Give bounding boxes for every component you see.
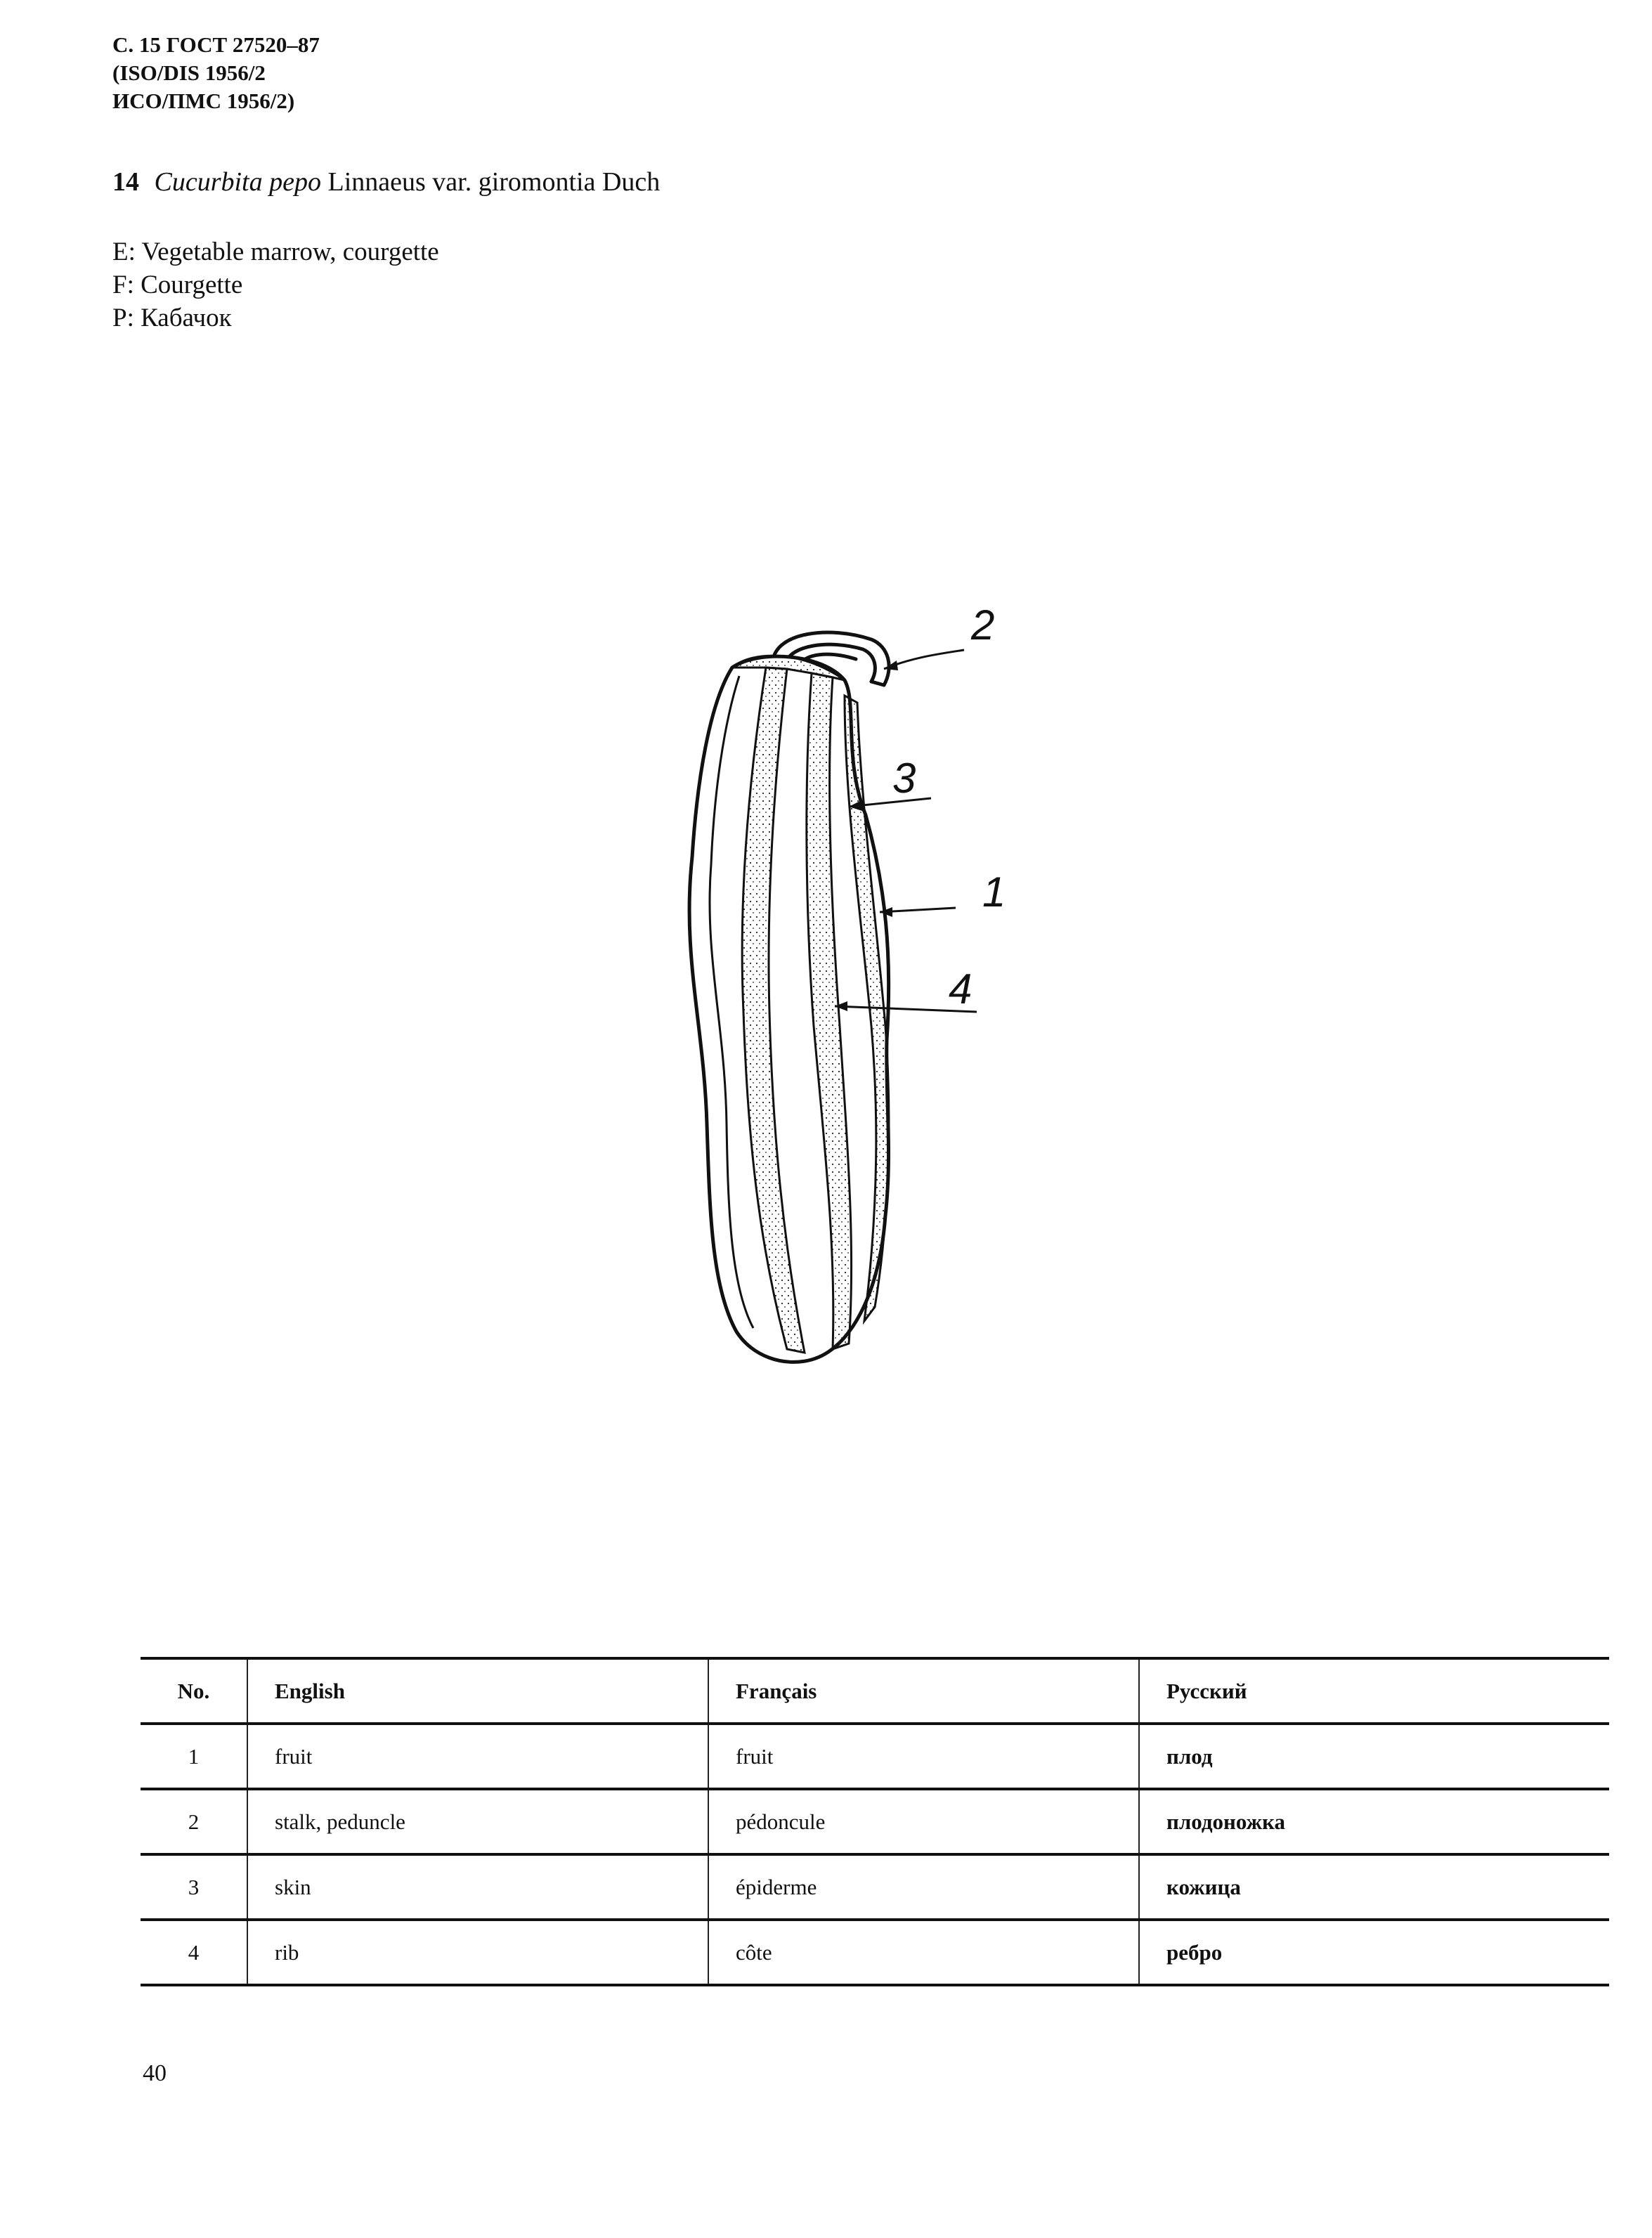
cell-english: stalk, peduncle: [247, 1789, 708, 1854]
column-header-english: English: [247, 1658, 708, 1724]
header-standard-line: С. 15 ГОСТ 27520–87: [112, 32, 320, 57]
name-english: E: Vegetable marrow, courgette: [112, 238, 439, 266]
table-row: [141, 1724, 1609, 1789]
species-title: [112, 167, 660, 197]
callout-2: 2: [971, 601, 995, 649]
cell-english: skin: [247, 1854, 708, 1920]
cell-russian: плодоножка: [1139, 1789, 1609, 1854]
cell-number: 4: [141, 1920, 247, 1985]
column-header-russian: Русский: [1139, 1658, 1609, 1724]
species-authority: Linnaeus var. giromontia Duch: [327, 167, 661, 197]
cell-number: 1: [141, 1724, 247, 1789]
name-russian: P: Кабачок: [112, 304, 232, 332]
cell-english: fruit: [247, 1724, 708, 1789]
cell-french: pédoncule: [708, 1789, 1139, 1854]
header-iso-ru-line: ИСО/ПМС 1956/2): [112, 89, 295, 113]
cell-russian: ребро: [1139, 1920, 1609, 1985]
cell-english: rib: [247, 1920, 708, 1985]
table-header-row: [141, 1658, 1609, 1724]
page-number: 40: [143, 2060, 167, 2086]
courgette-figure: [661, 590, 1026, 1384]
callout-1: 1: [982, 868, 1006, 916]
terms-table: [141, 1657, 1609, 1986]
cell-russian: кожица: [1139, 1854, 1609, 1920]
common-names: [112, 235, 439, 334]
cell-french: côte: [708, 1920, 1139, 1985]
table-row: [141, 1789, 1609, 1854]
column-header-number: No.: [141, 1658, 247, 1724]
header-iso-line: (ISO/DIS 1956/2: [112, 60, 266, 85]
cell-number: 3: [141, 1854, 247, 1920]
table-row: [141, 1854, 1609, 1920]
cell-russian: плод: [1139, 1724, 1609, 1789]
table-row: [141, 1920, 1609, 1985]
species-number: 14: [112, 167, 139, 197]
callout-4: 4: [949, 965, 973, 1013]
species-latin-name: Cucurbita pepo: [154, 167, 321, 197]
cell-french: épiderme: [708, 1854, 1139, 1920]
callout-3: 3: [892, 755, 916, 802]
cell-number: 2: [141, 1789, 247, 1854]
column-header-french: Français: [708, 1658, 1139, 1724]
cell-french: fruit: [708, 1724, 1139, 1789]
name-french: F: Courgette: [112, 271, 243, 299]
document-header: [112, 31, 320, 115]
